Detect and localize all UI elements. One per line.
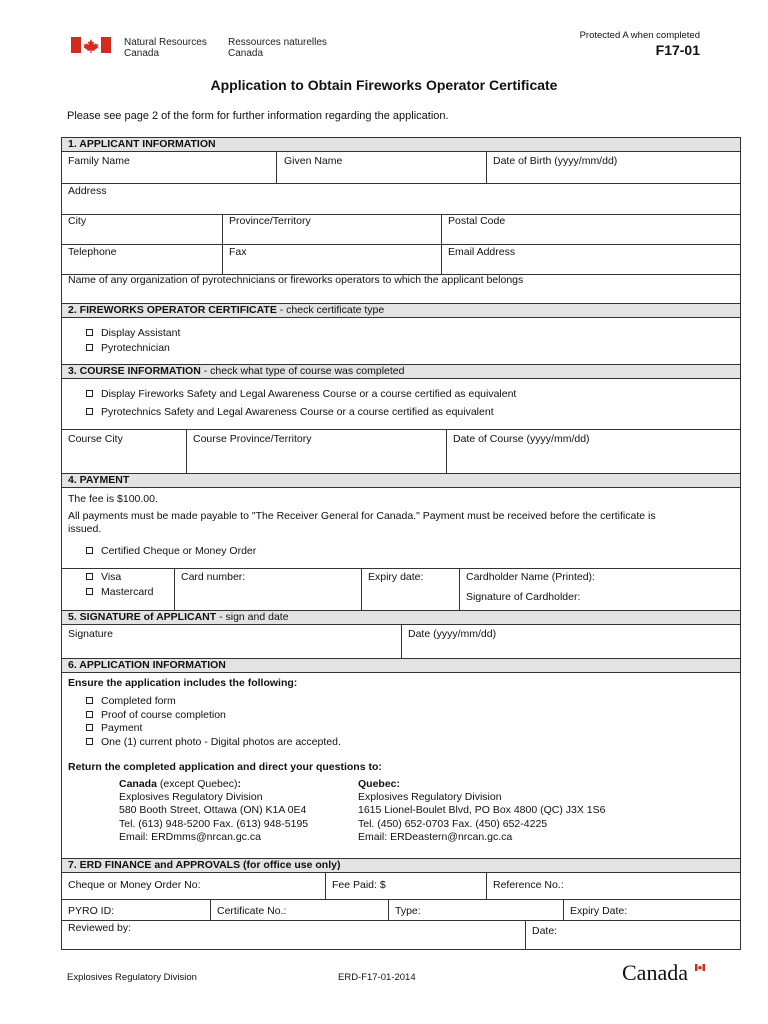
family-name-field[interactable]: Family Name [68,155,130,167]
intro-text: Please see page 2 of the form for further information regarding the application. [67,110,449,122]
department-name-fr-line1: Ressources naturelles [228,37,327,48]
date-of-birth-field[interactable]: Date of Birth (yyyy/mm/dd) [493,155,618,167]
quebec-office-heading: Quebec: [358,778,401,790]
cardholder-signature-field[interactable]: Signature of Cardholder: [466,591,581,603]
expiry-date-office-field[interactable]: Expiry Date: [570,905,628,917]
course-province-field[interactable]: Course Province/Territory [193,433,312,445]
reference-number-field[interactable]: Reference No.: [493,879,564,891]
section-2-header [62,303,740,318]
visa-label: Visa [101,571,122,583]
mastercard-label: Mastercard [101,586,154,598]
section-5-header [62,610,740,625]
section-6-title: 6. APPLICATION INFORMATION [68,659,226,671]
checkbox[interactable] [86,588,93,595]
checkbox[interactable] [86,697,93,704]
canada-office-title: Canada [119,778,157,790]
checkbox[interactable] [86,390,93,397]
checkbox[interactable] [86,408,93,415]
department-name-en [124,37,207,59]
display-fireworks-course-option[interactable] [86,388,516,401]
mastercard-option[interactable] [86,586,154,599]
canada-wordmark-text: Canada [622,960,688,985]
quebec-office-line: Tel. (450) 652-0703 Fax. (450) 652-4225 [358,818,548,830]
signature-date-field[interactable]: Date (yyyy/mm/dd) [408,628,497,640]
section-7-title: 7. ERD FINANCE and APPROVALS (for office use only) [68,859,341,871]
expiry-date-field[interactable]: Expiry date: [368,571,424,583]
checkbox[interactable] [86,738,93,745]
cheque-option[interactable] [86,545,256,558]
type-field[interactable]: Type: [395,905,421,917]
checkbox[interactable] [86,344,93,351]
canada-flag-icon [71,37,111,53]
checklist-item[interactable] [86,709,226,722]
cheque-number-field[interactable]: Cheque or Money Order No: [68,879,201,891]
section-4-title: 4. PAYMENT [68,474,130,486]
display-assistant-label: Display Assistant [101,327,181,339]
visa-option[interactable] [86,571,121,584]
checklist-item[interactable] [86,695,176,708]
given-name-field[interactable]: Given Name [284,155,343,167]
reviewed-by-field[interactable]: Reviewed by: [68,922,132,934]
fee-text: The fee is $100.00. [68,493,158,505]
checkbox[interactable] [86,329,93,336]
canada-office-line: Explosives Regulatory Division [119,791,263,803]
organization-field[interactable]: Name of any organization of pyrotechnicians or fireworks operators to which the applicant belongs [68,274,524,286]
quebec-office-email: Email: ERDeastern@nrcan.gc.ca [358,831,513,843]
department-name-fr [228,37,327,59]
canada-office-line: Tel. (613) 948-5200 Fax. (613) 948-5195 [119,818,309,830]
signature-field[interactable]: Signature [68,628,113,640]
fax-field[interactable]: Fax [229,246,247,258]
section-3-title: 3. COURSE INFORMATION [68,365,201,377]
fee-paid-field[interactable]: Fee Paid: $ [332,879,386,891]
form-number: F17-01 [655,42,700,58]
checklist-item[interactable] [86,722,142,735]
display-assistant-option[interactable] [86,327,180,340]
checkbox[interactable] [86,573,93,580]
email-field[interactable]: Email Address [448,246,516,258]
department-name-en-line2: Canada [124,48,160,59]
address-field[interactable]: Address [68,185,107,197]
application-form [61,137,741,950]
postal-code-field[interactable]: Postal Code [448,215,506,227]
course-city-field[interactable]: Course City [68,433,123,445]
payable-text-line1: All payments must be made payable to "The Receiver General for Canada." Payment must be received before the certificate is [68,510,656,522]
payable-text-line2: issued. [68,523,102,535]
pyrotechnics-course-option[interactable] [86,406,494,419]
pyrotechnician-option[interactable] [86,342,170,355]
checkbox[interactable] [86,724,93,731]
return-heading: Return the completed application and direct your questions to: [68,761,382,773]
department-name-en-line1: Natural Resources [124,37,207,48]
canada-wordmark [622,960,712,992]
checklist-item-label: Payment [101,722,143,734]
checklist-item-label: One (1) current photo - Digital photos are accepted. [101,736,341,748]
wordmark-flag-icon [695,964,705,971]
footer-division: Explosives Regulatory Division [67,972,197,983]
protected-notice: Protected A when completed [579,30,700,41]
canada-office-email: Email: ERDmms@nrcan.gc.ca [119,831,261,843]
checklist-item[interactable] [86,736,341,749]
pyro-id-field[interactable]: PYRO ID: [68,905,115,917]
pyrotechnician-label: Pyrotechnician [101,342,170,354]
display-fireworks-course-label: Display Fireworks Safety and Legal Awareness Course or a course certified as equivalent [101,388,517,400]
ensure-heading: Ensure the application includes the following: [68,677,298,689]
checklist-item-label: Proof of course completion [101,709,226,721]
section-1-title: 1. APPLICANT INFORMATION [68,138,216,150]
section-6-header [62,658,740,673]
section-2-title: 2. FIREWORKS OPERATOR CERTIFICATE [68,304,277,316]
canada-office-heading [119,778,241,791]
certificate-number-field[interactable]: Certificate No.: [217,905,287,917]
section-1-header [62,137,740,152]
section-4-header [62,473,740,488]
cheque-label: Certified Cheque or Money Order [101,545,257,557]
checkbox[interactable] [86,547,93,554]
course-date-field[interactable]: Date of Course (yyyy/mm/dd) [453,433,590,445]
telephone-field[interactable]: Telephone [68,246,117,258]
province-field[interactable]: Province/Territory [229,215,311,227]
canada-office-line: 580 Booth Street, Ottawa (ON) K1A 0E4 [119,804,307,816]
card-number-field[interactable]: Card number: [181,571,246,583]
checklist-item-label: Completed form [101,695,176,707]
canada-office-note: (except Quebec) [156,778,238,790]
page-title: Application to Obtain Fireworks Operator Certificate [210,77,558,93]
section-5-note: - sign and date [216,611,289,623]
cardholder-name-field[interactable]: Cardholder Name (Printed): [466,571,595,583]
section-7-header [62,858,740,873]
quebec-office-line: Explosives Regulatory Division [358,791,502,803]
section-5-title: 5. SIGNATURE of APPLICANT [68,611,217,623]
pyrotechnics-course-label: Pyrotechnics Safety and Legal Awareness Course or a course certified as equivalent [101,406,494,418]
review-date-field[interactable]: Date: [532,925,558,937]
section-3-note: - check what type of course was completed [200,365,405,377]
section-2-note: - check certificate type [276,304,385,316]
section-3-header [62,364,740,379]
city-field[interactable]: City [68,215,87,227]
department-name-fr-line2: Canada [228,48,264,59]
checkbox[interactable] [86,711,93,718]
quebec-office-line: 1615 Lionel-Boulet Blvd, PO Box 4800 (QC) J3X 1S6 [358,804,606,816]
canada-office-colon: : [237,778,241,790]
footer-form-code: ERD-F17-01-2014 [338,972,416,983]
